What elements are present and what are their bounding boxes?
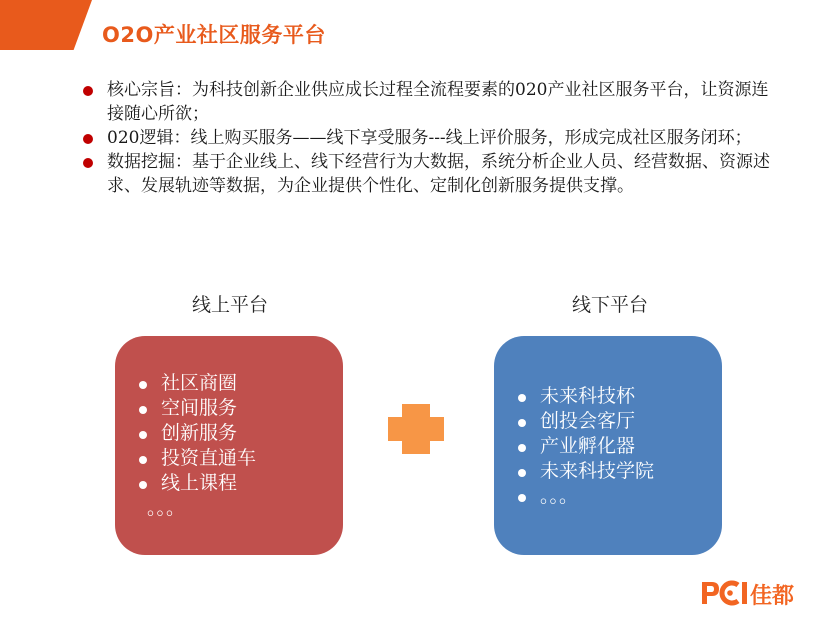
offline-platform-panel [494, 336, 722, 555]
list-item: 创投会客厅 [516, 409, 654, 434]
list-item: 产业孵化器 [516, 434, 654, 459]
online-item-list [137, 371, 256, 521]
list-item: 创新服务 [137, 421, 256, 446]
list-item: 投资直通车 [137, 446, 256, 471]
online-platform-panel [115, 336, 343, 555]
offline-platform-label: 线下平台 [571, 294, 648, 316]
list-item: 。。。 [516, 484, 654, 509]
bullet-o2o-logic: 020逻辑：线上购买服务——线下享受服务---线上评价服务，形成完成社区服务闭环； [80, 126, 780, 150]
bullet-data-mining: 数据挖掘：基于企业线上、线下经营行为大数据，系统分析企业人员、经营数据、资源述求、发展轨迹等数据，为企业提供个性化、定制化创新服务提供支撑。 [80, 150, 780, 198]
list-item-ellipsis: 。。。 [147, 497, 186, 519]
list-item: 未来科技杯 [516, 384, 654, 409]
offline-item-list [516, 384, 654, 509]
svg-text:佳都: 佳都 [750, 584, 795, 608]
pci-logo [700, 578, 814, 608]
plus-icon [388, 404, 444, 454]
list-item: 线上课程 [137, 471, 256, 496]
bullet-core-purpose: 核心宗旨：为科技创新企业供应成长过程全流程要素的020产业社区服务平台，让资源连接随心所欲； [80, 78, 780, 126]
list-item: 未来科技学院 [516, 459, 654, 484]
list-item: 空间服务 [137, 396, 256, 421]
online-platform-label: 线上平台 [191, 294, 268, 316]
intro-bullet-list [80, 78, 780, 198]
list-item: 社区商圈 [137, 371, 256, 396]
page-title: O2O产业社区服务平台 [102, 23, 326, 47]
header-accent-band [0, 0, 92, 50]
